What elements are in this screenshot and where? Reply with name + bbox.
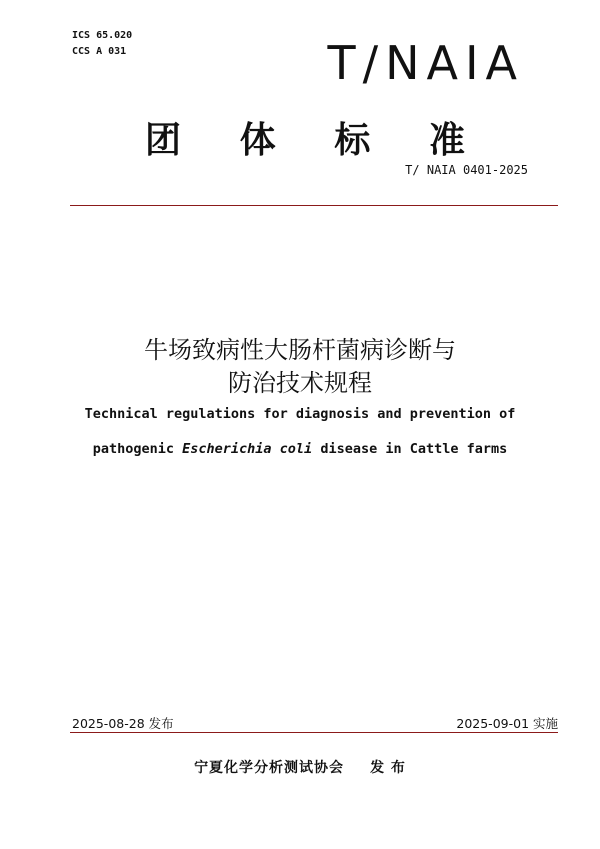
standard-type-char: 团: [145, 120, 182, 161]
ics-code: ICS 65.020: [72, 30, 133, 41]
chinese-title-line1: 牛场致病性大肠杆菌病诊断与: [144, 336, 456, 364]
implement-date: 2025-09-01 实施: [456, 716, 558, 731]
english-title-line2: [0, 441, 600, 457]
publish-word: 发 布: [370, 760, 406, 776]
footer-divider: [70, 732, 558, 733]
publisher-line: [0, 757, 600, 777]
header-divider: [70, 205, 558, 206]
dates-row: [72, 714, 558, 732]
standard-number: T/ NAIA 0401-2025: [405, 163, 528, 177]
ccs-code: CCS A 031: [72, 46, 127, 57]
standard-type: [145, 112, 465, 163]
standard-type-char: 标: [334, 120, 371, 161]
standard-brand: T/NAIA: [327, 36, 524, 90]
standard-type-char: 体: [239, 120, 276, 161]
english-title-line1: Technical regulations for diagnosis and prevention of: [84, 406, 516, 422]
english-title-species: Escherichia coli: [182, 441, 313, 457]
chinese-title-line2: 防治技术规程: [228, 369, 372, 397]
publisher-name: 宁夏化学分析测试协会: [194, 760, 345, 776]
english-title-prefix: pathogenic: [92, 441, 174, 457]
classification-codes: [72, 28, 132, 60]
standard-type-char: 准: [428, 120, 465, 161]
english-title-suffix: disease in Cattle farms: [320, 441, 508, 457]
issue-date: 2025-08-28 发布: [72, 716, 174, 731]
